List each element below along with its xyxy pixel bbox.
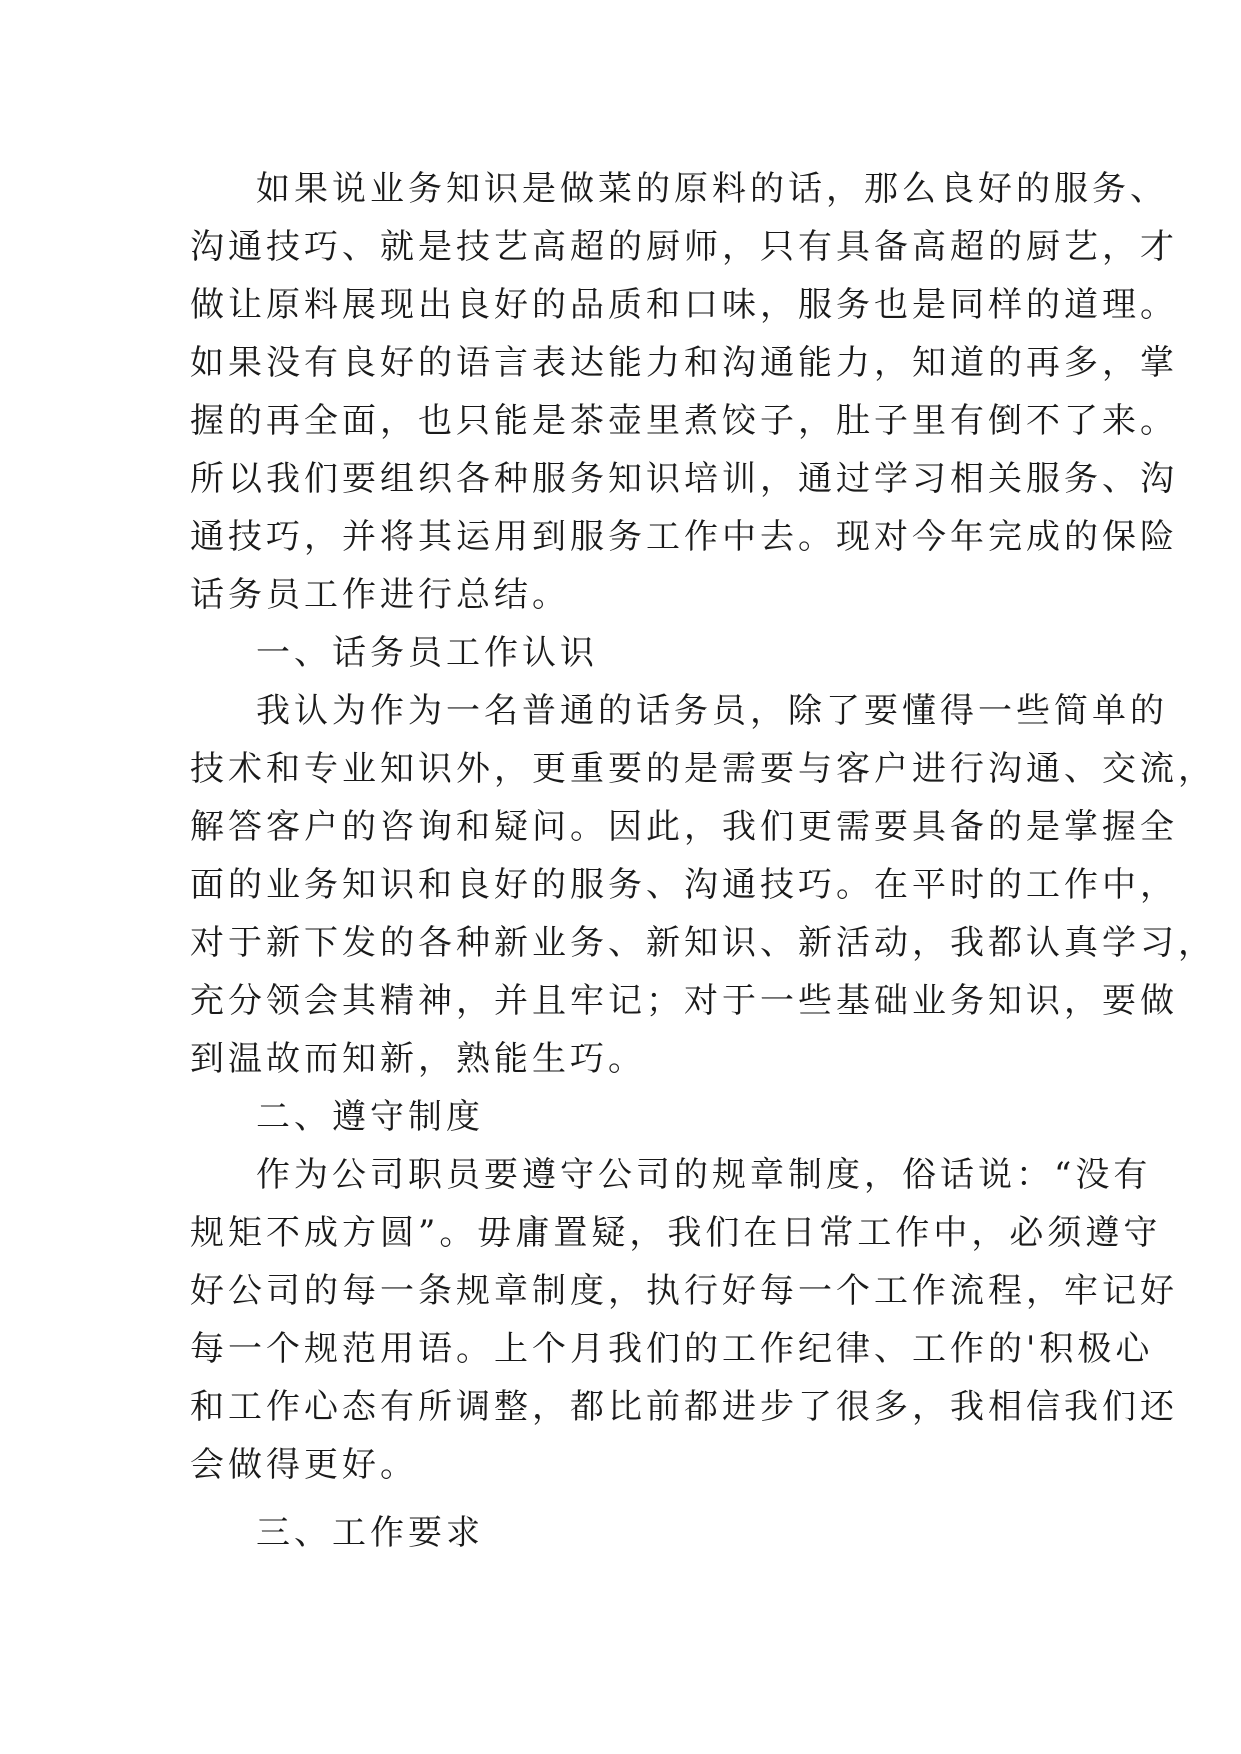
paragraph-line: 对于新下发的各种新业务、新知识、新活动，我都认真学习， <box>190 923 1216 963</box>
paragraph-line: 如果说业务知识是做菜的原料的话，那么良好的服务、 <box>256 169 1168 209</box>
paragraph-line: 面的业务知识和良好的服务、沟通技巧。在平时的工作中， <box>190 865 1178 905</box>
paragraph-line: 解答客户的咨询和疑问。因此，我们更需要具备的是掌握全 <box>190 807 1178 847</box>
paragraph-line: 到温故而知新，熟能生巧。 <box>190 1039 646 1079</box>
paragraph-rules <box>190 1146 1178 1494</box>
paragraph-line: 我认为作为一名普通的话务员，除了要懂得一些简单的 <box>256 691 1168 731</box>
paragraph-line: 规矩不成方圆”。毋庸置疑，我们在日常工作中，必须遵守 <box>190 1213 1162 1253</box>
paragraph-line: 技术和专业知识外，更重要的是需要与客户进行沟通、交流， <box>190 749 1216 789</box>
paragraph-line: 充分领会其精神，并且牢记；对于一些基础业务知识，要做 <box>190 981 1178 1021</box>
paragraph-line: 每一个规范用语。上个月我们的工作纪律、工作的'积极心 <box>190 1329 1154 1369</box>
paragraph-line: 会做得更好。 <box>190 1445 418 1485</box>
section-heading-3: 三、工作要求 <box>256 1513 484 1553</box>
paragraph-line: 握的再全面，也只能是茶壶里煮饺子，肚子里有倒不了来。 <box>190 401 1178 441</box>
paragraph-work-understanding <box>190 682 1216 1088</box>
paragraph-line: 做让原料展现出良好的品质和口味，服务也是同样的道理。 <box>190 285 1178 325</box>
section-heading-2: 二、遵守制度 <box>256 1097 484 1137</box>
paragraph-line: 作为公司职员要遵守公司的规章制度，俗话说：“没有 <box>256 1155 1152 1195</box>
paragraph-intro <box>190 160 1178 624</box>
paragraph-line: 话务员工作进行总结。 <box>190 575 570 615</box>
paragraph-line: 好公司的每一条规章制度，执行好每一个工作流程，牢记好 <box>190 1271 1178 1311</box>
document-page <box>190 160 1216 1562</box>
paragraph-line: 沟通技巧、就是技艺高超的厨师，只有具备高超的厨艺，才 <box>190 227 1178 267</box>
section-heading-1: 一、话务员工作认识 <box>256 633 598 673</box>
paragraph-line: 所以我们要组织各种服务知识培训，通过学习相关服务、沟 <box>190 459 1178 499</box>
paragraph-line: 如果没有良好的语言表达能力和沟通能力，知道的再多，掌 <box>190 343 1178 383</box>
paragraph-line: 通技巧，并将其运用到服务工作中去。现对今年完成的保险 <box>190 517 1178 557</box>
paragraph-line: 和工作心态有所调整，都比前都进步了很多，我相信我们还 <box>190 1387 1178 1427</box>
